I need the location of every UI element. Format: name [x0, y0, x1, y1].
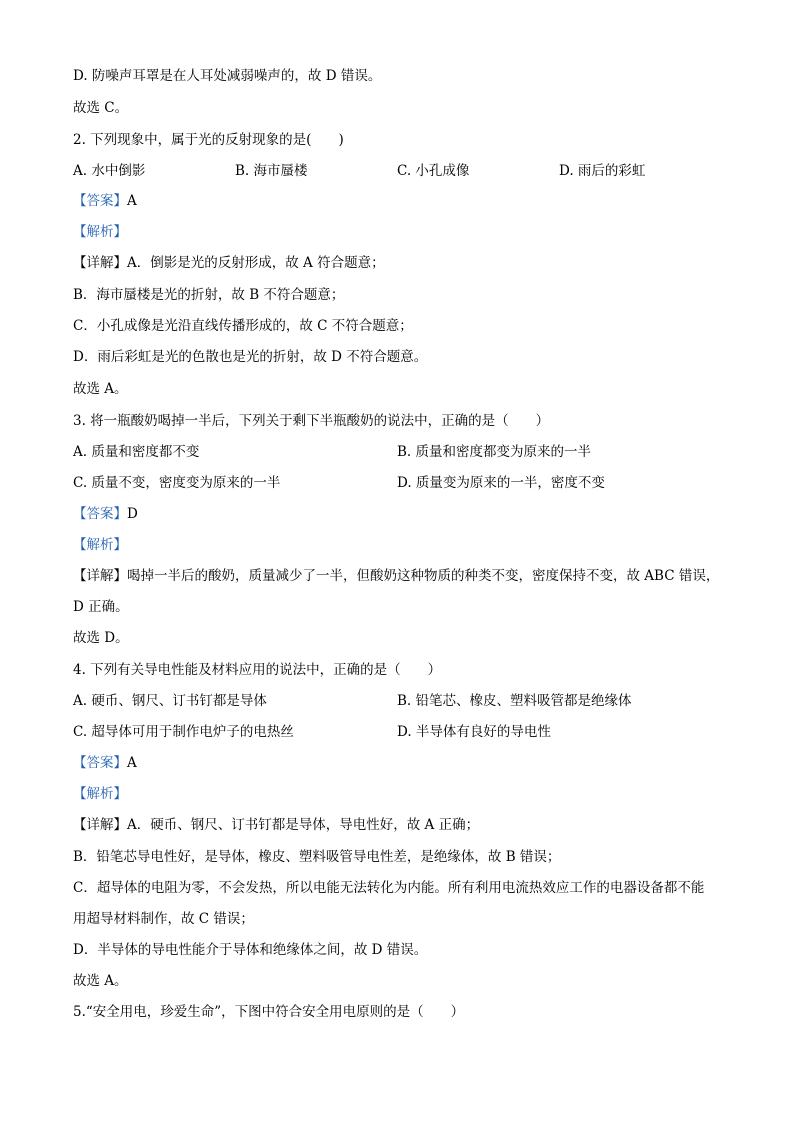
- answer-tag: 【答案】: [73, 506, 127, 522]
- q4-option-c: C. 超导体可用于制作电炉子的电热丝: [73, 724, 294, 740]
- text-line: D．半导体的导电性能介于导体和绝缘体之间，故 D 错误。: [73, 942, 428, 958]
- text-line: C．超导体的电阻为零，不会发热，所以电能无法转化为内能。所有利用电流热效应工作的电器设备都不能: [73, 880, 705, 896]
- q3-option-b: B. 质量和密度都变为原来的一半: [397, 444, 592, 460]
- question-3-stem: 3. 将一瓶酸奶喝掉一半后，下列关于剩下半瓶酸奶的说法中，正确的是（ ）: [73, 413, 550, 429]
- q2-option-d: D. 雨后的彩虹: [559, 163, 646, 179]
- q2-answer: [73, 191, 137, 211]
- q4-option-b: B. 铅笔芯、橡皮、塑料吸管都是绝缘体: [397, 693, 632, 709]
- text-line: 故选 A。: [73, 381, 128, 397]
- q2-analysis-tag: 【解析】: [73, 224, 127, 240]
- answer-value: D: [127, 506, 138, 522]
- q4-option-d: D. 半导体有良好的导电性: [397, 724, 551, 740]
- answer-value: A: [127, 193, 137, 209]
- question-4-stem: 4. 下列有关导电性能及材料应用的说法中，正确的是（ ）: [73, 662, 442, 678]
- q4-answer: [73, 753, 137, 773]
- text-line: 故选 A。: [73, 973, 128, 989]
- q4-option-a: A. 硬币、钢尺、订书钉都是导体: [73, 693, 267, 709]
- text-line: 用超导材料制作，故 C 错误；: [73, 911, 254, 927]
- text-line: D 正确。: [73, 599, 129, 615]
- text-line: C．小孔成像是光沿直线传播形成的，故 C 不符合题意；: [73, 318, 413, 334]
- text-line: B．海市蜃楼是光的折射，故 B 不符合题意；: [73, 287, 345, 303]
- q2-option-b: B. 海市蜃楼: [235, 163, 308, 179]
- q3-option-c: C. 质量不变，密度变为原来的一半: [73, 475, 281, 491]
- text-line: 故选 D。: [73, 630, 129, 646]
- text-line: 【详解】喝掉一半后的酸奶，质量减少了一半，但酸奶这种物质的种类不变，密度保持不变，故 ABC 错误，: [73, 568, 720, 584]
- answer-tag: 【答案】: [73, 755, 127, 771]
- text-line: D．雨后彩虹是光的色散也是光的折射，故 D 不符合题意。: [73, 349, 428, 365]
- q2-option-c: C. 小孔成像: [397, 163, 470, 179]
- text-line: 【详解】A．倒影是光的反射形成，故 A 符合题意；: [73, 255, 385, 271]
- q3-option-d: D. 质量变为原来的一半，密度不变: [397, 475, 605, 491]
- question-5-stem: 5.“安全用电，珍爱生命”，下图中符合安全用电原则的是（ ）: [73, 1004, 465, 1020]
- text-line: D. 防噪声耳罩是在人耳处减弱噪声的，故 D 错误。: [73, 68, 382, 84]
- question-2-stem: 2. 下列现象中，属于光的反射现象的是( ): [73, 132, 344, 148]
- q2-option-a: A. 水中倒影: [73, 163, 146, 179]
- answer-value: A: [127, 755, 137, 771]
- text-line: 故选 C。: [73, 100, 129, 116]
- q3-analysis-tag: 【解析】: [73, 537, 127, 553]
- q4-analysis-tag: 【解析】: [73, 786, 127, 802]
- text-line: B．铅笔芯导电性好，是导体，橡皮、塑料吸管导电性差，是绝缘体，故 B 错误；: [73, 849, 561, 865]
- q3-answer: [73, 504, 138, 524]
- text-line: 【详解】A．硬币、钢尺、订书钉都是导体，导电性好，故 A 正确；: [73, 817, 480, 833]
- answer-tag: 【答案】: [73, 193, 127, 209]
- q3-option-a: A. 质量和密度都不变: [73, 444, 200, 460]
